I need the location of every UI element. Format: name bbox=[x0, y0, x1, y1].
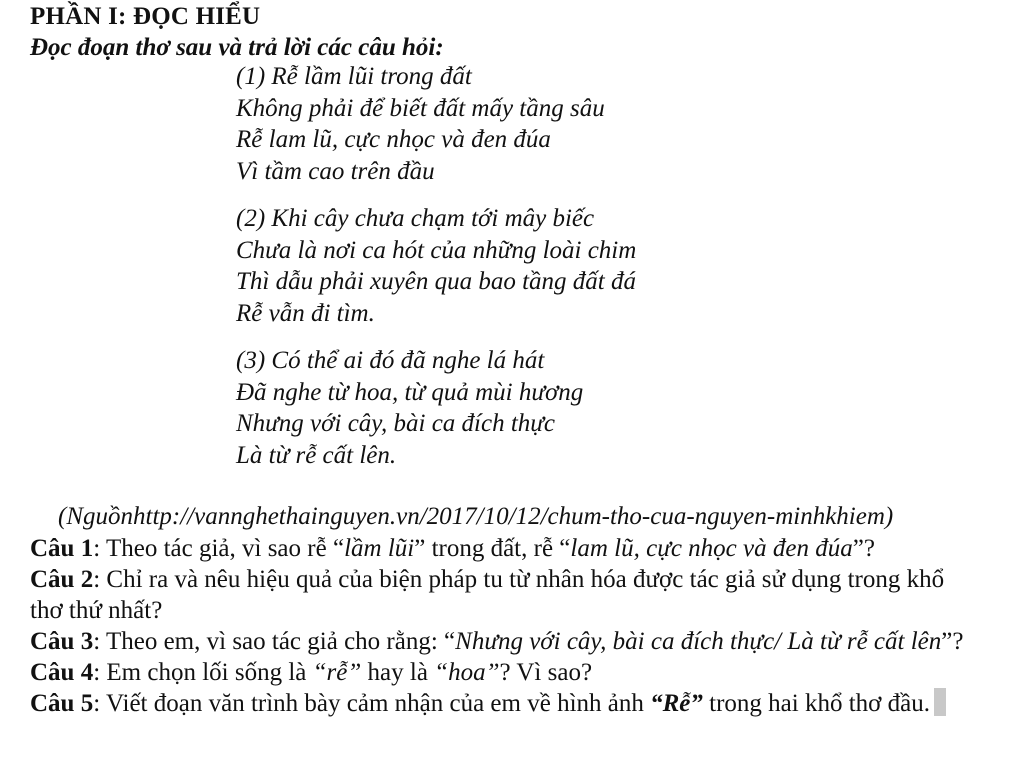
poem-line: Chưa là nơi ca hót của những loài chim bbox=[236, 236, 637, 264]
reading-instruction: Đọc đoạn thơ sau và trả lời các câu hỏi: bbox=[30, 34, 444, 61]
question-label: Câu 3 bbox=[30, 628, 94, 655]
poem-stanza-3 bbox=[236, 345, 636, 471]
question-text: hay là bbox=[361, 659, 435, 686]
question-quote: lam lũ, cực nhọc và đen đúa bbox=[570, 535, 853, 562]
poem-line: Đã nghe từ hoa, từ quả mùi hương bbox=[236, 378, 584, 406]
poem-line: Nhưng với cây, bài ca đích thực bbox=[236, 410, 556, 437]
question-quote: Nhưng với cây, bài ca đích thực/ Là từ rễ cất lên bbox=[455, 628, 942, 655]
question-text: : Viết đoạn văn trình bày cảm nhận của em về hình ảnh bbox=[93, 690, 651, 717]
poem-stanza-2 bbox=[236, 203, 636, 329]
question-4 bbox=[30, 657, 970, 688]
poem-line: Rễ lam lũ, cực nhọc và đen đúa bbox=[236, 126, 551, 153]
question-quote: lầm lũi bbox=[344, 535, 415, 562]
poem-line: (3) Có thể ai đó đã nghe lá hát bbox=[236, 347, 545, 374]
question-text: : Em chọn lối sống là bbox=[93, 659, 313, 686]
question-text: ”? bbox=[941, 628, 964, 655]
poem-line: Không phải để biết đất mấy tầng sâu bbox=[236, 94, 605, 122]
question-2 bbox=[30, 564, 970, 626]
poem-stanza-1 bbox=[236, 61, 636, 187]
poem-line: Rễ vẫn đi tìm. bbox=[236, 299, 375, 327]
question-label: Câu 5 bbox=[30, 690, 94, 717]
question-text: : Theo em, vì sao tác giả cho rằng: “ bbox=[93, 628, 456, 655]
question-5 bbox=[30, 688, 970, 719]
question-text: : Theo tác giả, vì sao rễ “ bbox=[93, 535, 345, 562]
question-text: ” trong đất, rễ “ bbox=[414, 535, 571, 562]
question-3 bbox=[30, 626, 970, 657]
poem-line: (1) Rễ lầm lũi trong đất bbox=[236, 63, 472, 90]
question-quote: “hoa” bbox=[434, 659, 500, 686]
text-cursor[interactable] bbox=[934, 688, 946, 716]
question-text: : Chỉ ra và nêu hiệu quả của biện pháp tu từ nhân hóa được tác giả sử dụng trong khổ thơ thứ nhất? bbox=[30, 566, 945, 624]
question-label: Câu 2 bbox=[30, 566, 94, 593]
question-label: Câu 1 bbox=[30, 535, 94, 562]
poem bbox=[236, 61, 636, 487]
poem-line: Vì tầm cao trên đầu bbox=[236, 157, 435, 185]
question-list bbox=[30, 533, 970, 719]
question-text: ? Vì sao? bbox=[499, 659, 593, 686]
poem-line: Là từ rễ cất lên. bbox=[236, 441, 397, 469]
question-text: trong hai khổ thơ đầu. bbox=[702, 690, 930, 717]
question-text: ”? bbox=[852, 535, 875, 562]
poem-line: (2) Khi cây chưa chạm tới mây biếc bbox=[236, 205, 595, 232]
source-citation: (Nguồnhttp://vannghethainguyen.vn/2017/10/12/chum-tho-cua-nguyen-minhkhiem) bbox=[58, 503, 894, 530]
question-label: Câu 4 bbox=[30, 659, 94, 686]
section-title: PHẦN I: ĐỌC HIỂU bbox=[30, 3, 261, 30]
question-1 bbox=[30, 533, 970, 564]
question-quote: “Rễ” bbox=[650, 690, 703, 717]
poem-line: Thì dẫu phải xuyên qua bao tầng đất đá bbox=[236, 268, 636, 295]
question-quote: “rễ” bbox=[312, 659, 362, 686]
